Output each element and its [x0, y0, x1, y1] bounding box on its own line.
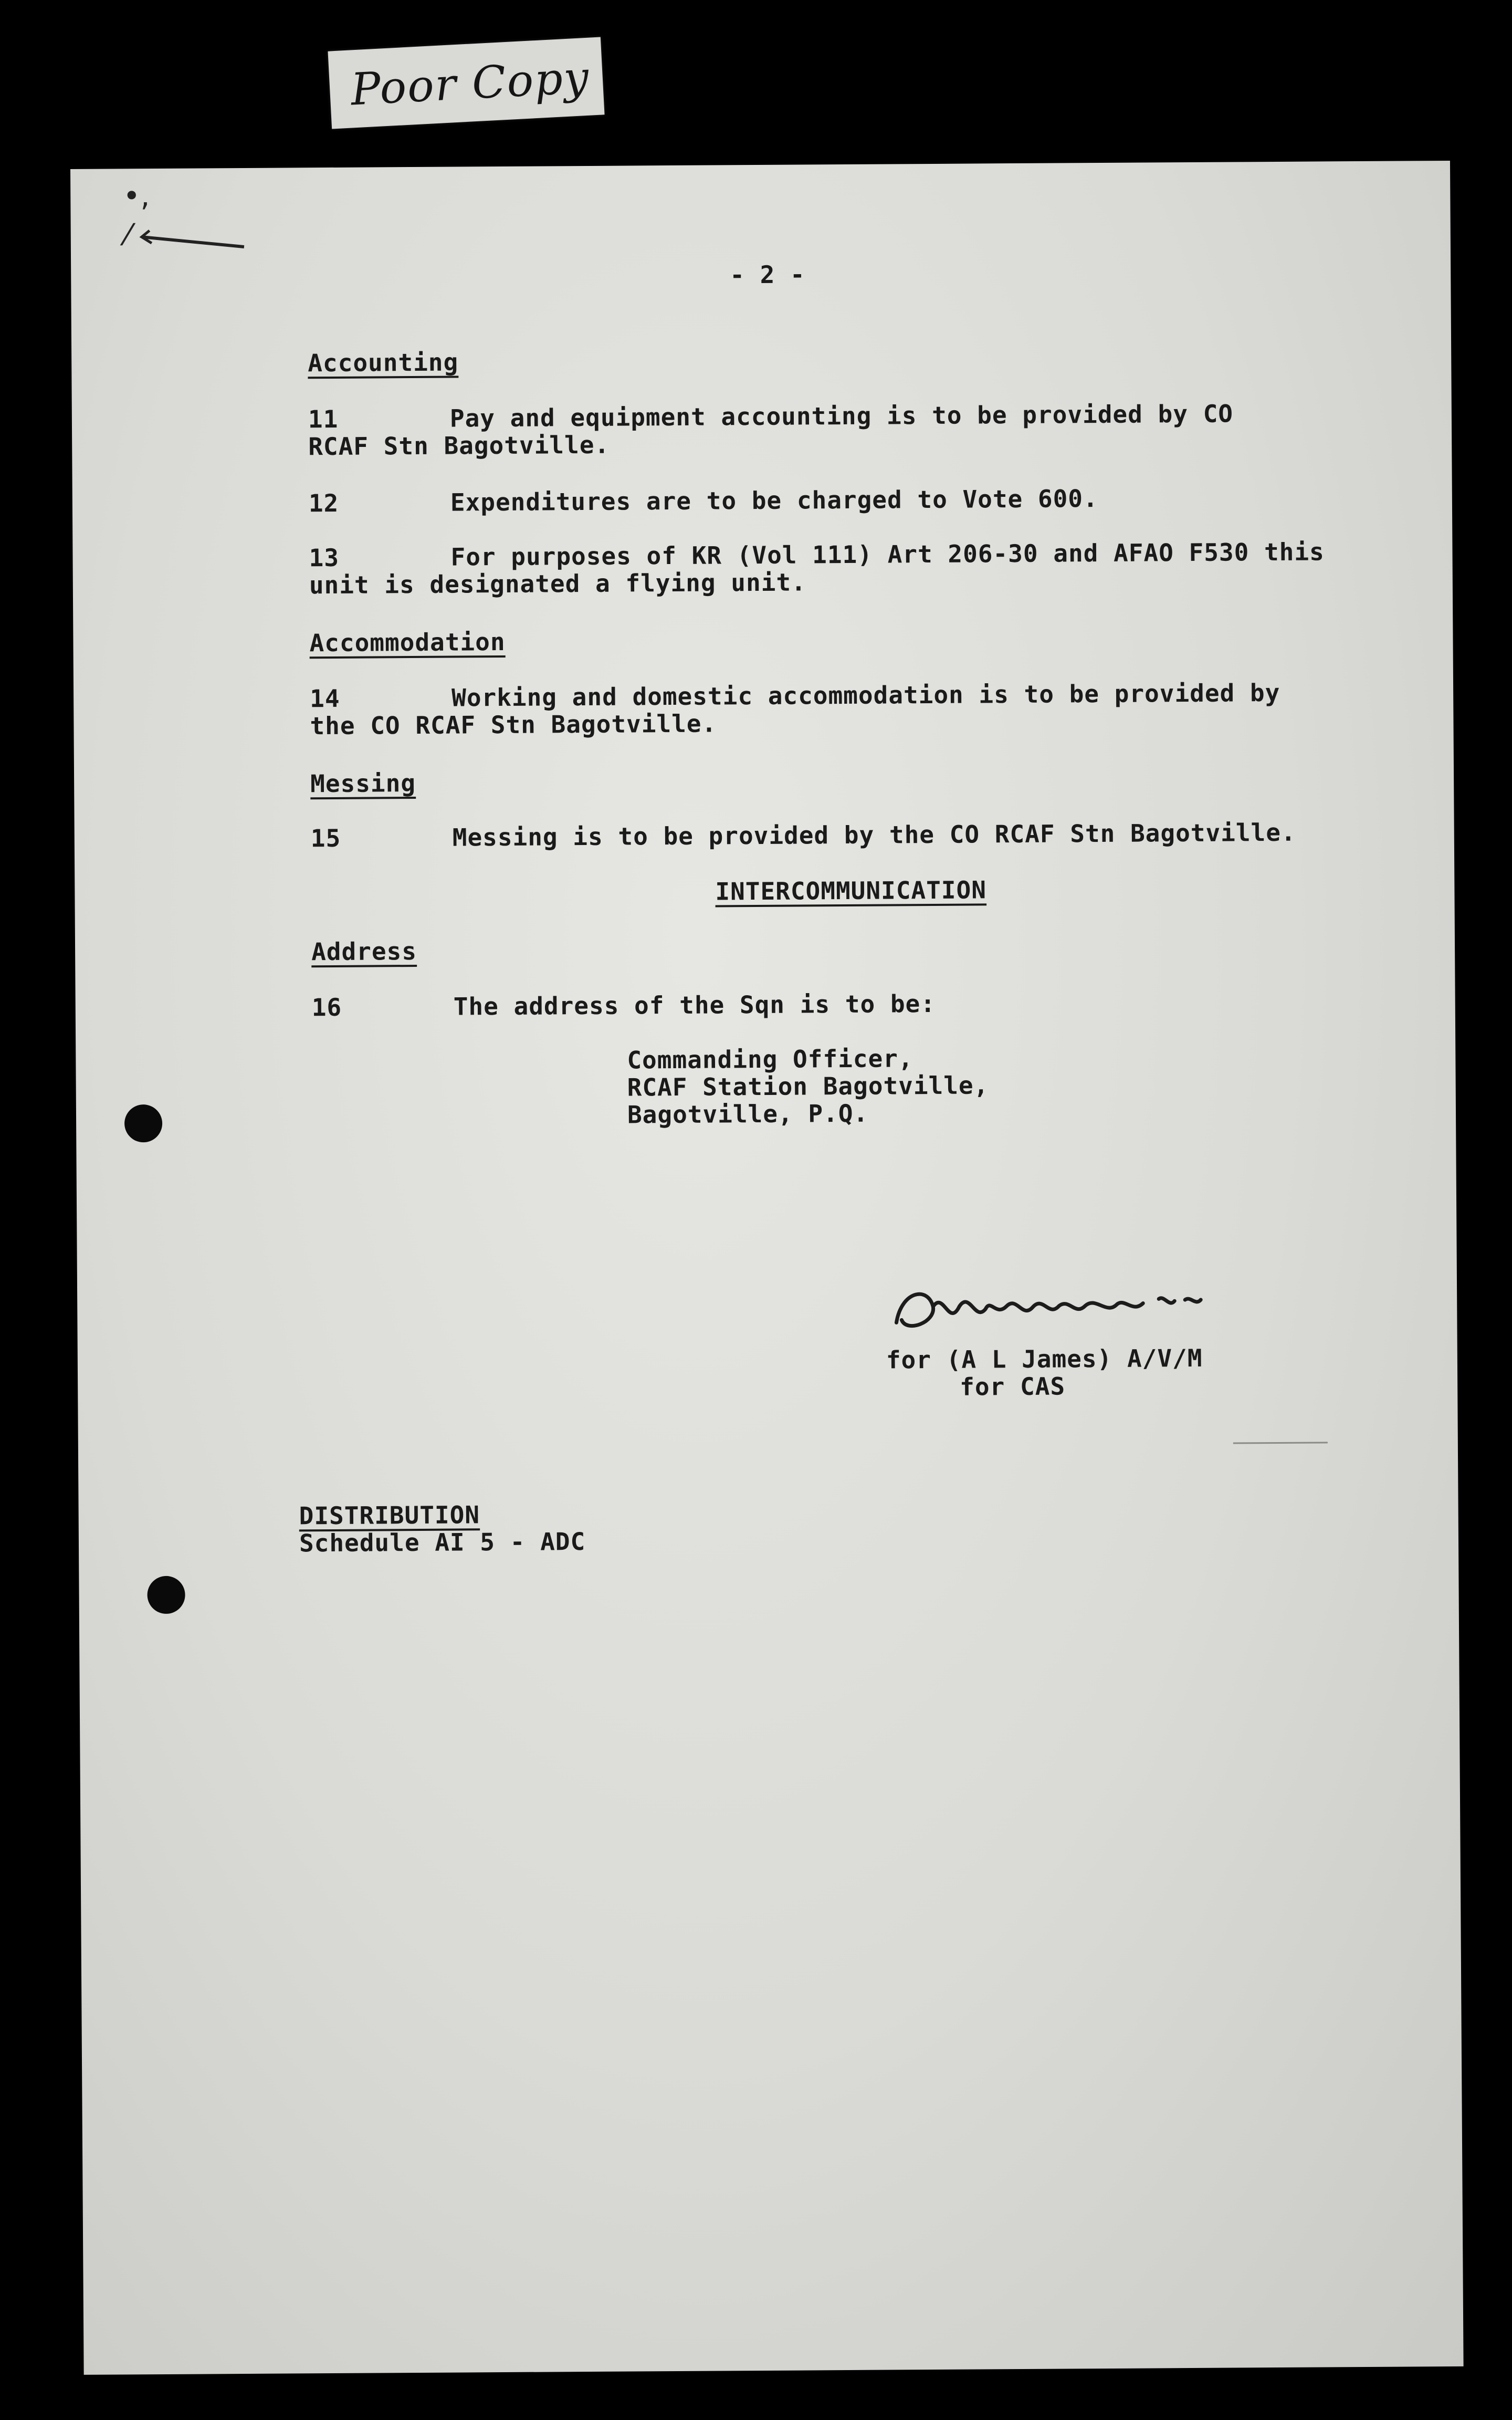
para-number: 13 — [309, 543, 340, 572]
para-number: 14 — [310, 684, 340, 713]
para-13-line-2: unit is designated a flying unit. — [309, 568, 806, 600]
heading-distribution: DISTRIBUTION — [299, 1500, 480, 1530]
address-line-1: Commanding Officer, — [627, 1044, 914, 1075]
para-number: 15 — [310, 823, 341, 853]
para-15-line-1: Messing is to be provided by the CO RCAF Stn Bagotville. — [452, 818, 1296, 852]
heading-messing: Messing — [310, 769, 416, 798]
signature-line-1: for (A L James) A/V/M — [886, 1343, 1203, 1374]
heading-intercommunication: INTERCOMMUNICATION — [715, 875, 987, 906]
heading-accounting: Accounting — [308, 348, 459, 378]
para-13-line-1: For purposes of KR (Vol 111) Art 206-30 and AFAO F530 this — [450, 537, 1325, 571]
para-11-line-2: RCAF Stn Bagotville. — [308, 430, 610, 461]
address-line-2: RCAF Station Bagotville, — [627, 1071, 989, 1102]
heading-address: Address — [311, 936, 417, 966]
para-16-line-1: The address of the Sqn is to be: — [453, 989, 936, 1021]
para-number: 16 — [311, 993, 342, 1022]
para-number: 11 — [308, 404, 339, 434]
stray-mark — [1233, 1442, 1328, 1444]
punch-hole — [147, 1576, 185, 1614]
para-12-line-1: Expenditures are to be charged to Vote 600. — [450, 484, 1098, 517]
poor-copy-stamp — [328, 37, 604, 129]
para-11-line-1: Pay and equipment accounting is to be provided by CO — [449, 399, 1234, 433]
para-14-line-1: Working and domestic accommodation is to be provided by — [451, 678, 1280, 712]
para-number: 12 — [308, 488, 339, 518]
distribution-line-1: Schedule AI 5 - ADC — [299, 1527, 586, 1558]
handwritten-signature — [886, 1268, 1212, 1349]
corner-mark: •, — [123, 179, 150, 214]
corner-mark: ⁄ — [125, 218, 131, 253]
document-page — [70, 161, 1464, 2375]
signature-line-2: for CAS — [960, 1372, 1066, 1401]
pencil-arrow-icon — [139, 221, 255, 253]
heading-accommodation: Accommodation — [309, 627, 506, 658]
page-number: - 2 - — [730, 260, 805, 289]
stamp-text: Poor Copy — [349, 51, 591, 116]
punch-hole — [124, 1104, 162, 1142]
address-line-3: Bagotville, P.Q. — [627, 1099, 869, 1129]
para-14-line-2: the CO RCAF Stn Bagotville. — [310, 709, 717, 740]
